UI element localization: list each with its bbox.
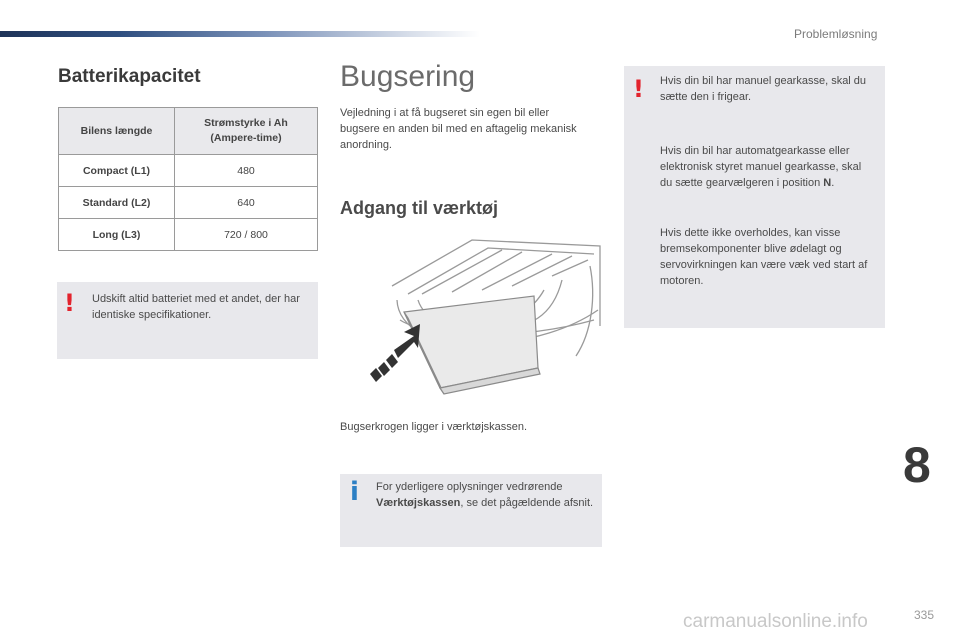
table-row bbox=[59, 187, 318, 219]
towing-heading: Bugsering bbox=[340, 60, 476, 93]
info-icon: i bbox=[350, 477, 359, 507]
battery-capacity-heading: Batterikapacitet bbox=[58, 66, 201, 87]
row-value: 640 bbox=[175, 187, 318, 219]
column-header-current: Strømstyrke i Ah (Ampere-time) bbox=[175, 108, 318, 155]
info-text-prefix: For yderligere oplysninger vedrørende bbox=[376, 481, 563, 493]
chapter-number: 8 bbox=[903, 437, 931, 493]
brake-warning-text: Hvis dette ikke overholdes, kan visse bremsekomponenter blive ødelagt og servovirkningen kan være væk ved start af motoren. bbox=[660, 227, 868, 287]
toolbox-info-box bbox=[340, 474, 602, 547]
tool-access-heading: Adgang til værktøj bbox=[340, 198, 499, 218]
tow-hook-caption: Bugserkrogen ligger i værktøjskassen. bbox=[340, 421, 528, 433]
warning-icon: ! bbox=[633, 75, 644, 103]
header-bar bbox=[0, 31, 480, 37]
toolbox-info-text bbox=[376, 479, 596, 511]
automatic-gearbox-text bbox=[660, 143, 875, 191]
table-row bbox=[59, 155, 318, 187]
watermark: carmanualsonline.info bbox=[683, 611, 868, 632]
battery-warning-text: Udskift altid batteriet med et andet, der har identiske specifikationer. bbox=[92, 293, 300, 321]
row-label: Compact (L1) bbox=[59, 155, 175, 187]
automatic-gearbox-text-end: . bbox=[831, 177, 835, 189]
column-header-length: Bilens længde bbox=[59, 108, 175, 155]
battery-capacity-table bbox=[58, 107, 318, 251]
manual-gearbox-text: Hvis din bil har manuel gearkasse, skal du sætte den i frigear. bbox=[660, 75, 867, 103]
row-value: 720 / 800 bbox=[175, 219, 318, 251]
battery-warning-box bbox=[57, 282, 318, 359]
warning-icon: ! bbox=[64, 289, 75, 317]
gear-position-n: N bbox=[823, 177, 832, 189]
info-text-link-term: Værktøjskassen bbox=[376, 497, 461, 509]
info-text-suffix: , se det pågældende afsnit. bbox=[460, 497, 594, 509]
page-number: 335 bbox=[914, 608, 935, 622]
row-label: Long (L3) bbox=[59, 219, 175, 251]
row-value: 480 bbox=[175, 155, 318, 187]
table-header-row bbox=[59, 108, 318, 155]
row-label: Standard (L2) bbox=[59, 187, 175, 219]
gearbox-warning-box bbox=[624, 66, 885, 328]
section-title: Problemløsning bbox=[794, 27, 878, 41]
automatic-gearbox-text-main: Hvis din bil har automatgearkasse eller elektronisk styret manuel gearkasse, skal du sætte gearvælgeren i position bbox=[660, 145, 862, 189]
table-row bbox=[59, 219, 318, 251]
towing-intro: Vejledning i at få bugseret sin egen bil eller bugsere en anden bil med en aftagelig mekanisk anordning. bbox=[340, 107, 577, 151]
toolbox-illustration bbox=[362, 236, 602, 396]
